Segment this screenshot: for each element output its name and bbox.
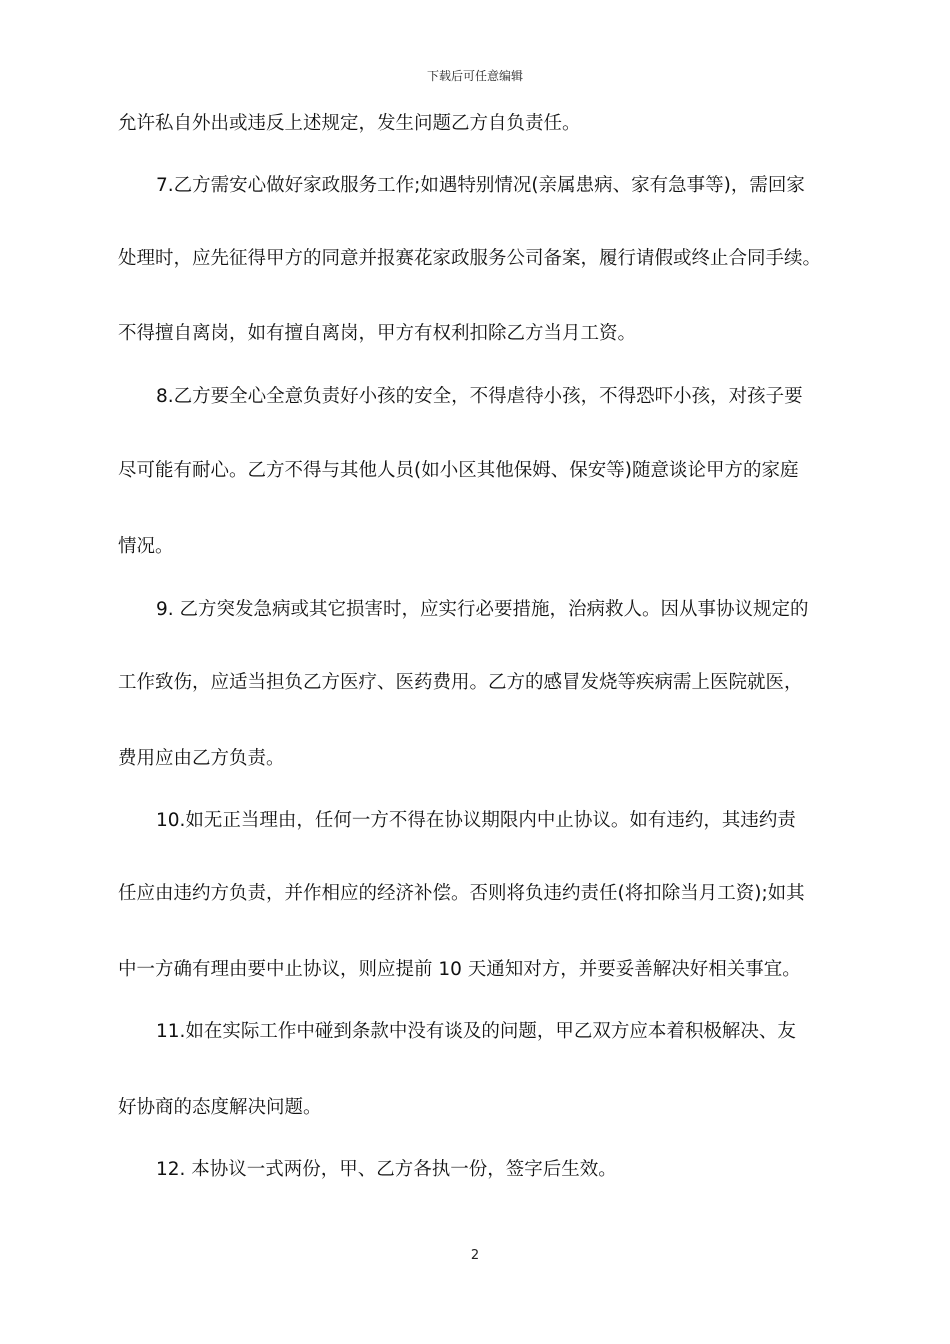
clause-9-line-3: 费用应由乙方负责。 (118, 748, 285, 769)
clause-11-line-2: 好协商的态度解决问题。 (118, 1097, 322, 1118)
clause-9-line-2: 工作致伤，应适当担负乙方医疗、医药费用。乙方的感冒发烧等疾病需上医院就医， (118, 672, 803, 693)
clause-7-line-2: 处理时，应先征得甲方的同意并报赛花家政服务公司备案，履行请假或终止合同手续。 (118, 248, 822, 269)
page-header: 下载后可任意编辑 (426, 69, 523, 83)
clause-10-line-1: 10.如无正当理由，任何一方不得在协议期限内中止协议。如有违约，其违约责 (156, 810, 796, 831)
clause-8-line-1: 8.乙方要全心全意负责好小孩的安全，不得虐待小孩，不得恐吓小孩，对孩子要 (156, 386, 803, 407)
clause-7-line-3: 不得擅自离岗，如有擅自离岗，甲方有权利扣除乙方当月工资。 (118, 323, 637, 344)
clause-9-line-1: 9. 乙方突发急病或其它损害时，应实行必要措施，治病救人。因从事协议规定的 (156, 599, 809, 620)
clause-10-line-3: 中一方确有理由要中止协议，则应提前 10 天通知对方，并要妥善解决好相关事宜。 (118, 959, 801, 980)
paragraph-line: 允许私自外出或违反上述规定，发生问题乙方自负责任。 (118, 113, 581, 134)
clause-7-line-1: 7.乙方需安心做好家政服务工作;如遇特别情况(亲属患病、家有急事等)，需回家 (156, 175, 805, 196)
clause-10-line-2: 任应由违约方负责，并作相应的经济补偿。否则将负违约责任(将扣除当月工资);如其 (118, 883, 805, 904)
page-number: 2 (470, 1248, 480, 1263)
clause-11-line-1: 11.如在实际工作中碰到条款中没有谈及的问题，甲乙双方应本着积极解决、友 (156, 1021, 796, 1042)
clause-8-line-2: 尽可能有耐心。乙方不得与其他人员(如小区其他保姆、保安等)随意谈论甲方的家庭 (118, 460, 799, 481)
clause-12-line-1: 12. 本协议一式两份，甲、乙方各执一份，签字后生效。 (156, 1159, 617, 1180)
clause-8-line-3: 情况。 (118, 536, 174, 557)
